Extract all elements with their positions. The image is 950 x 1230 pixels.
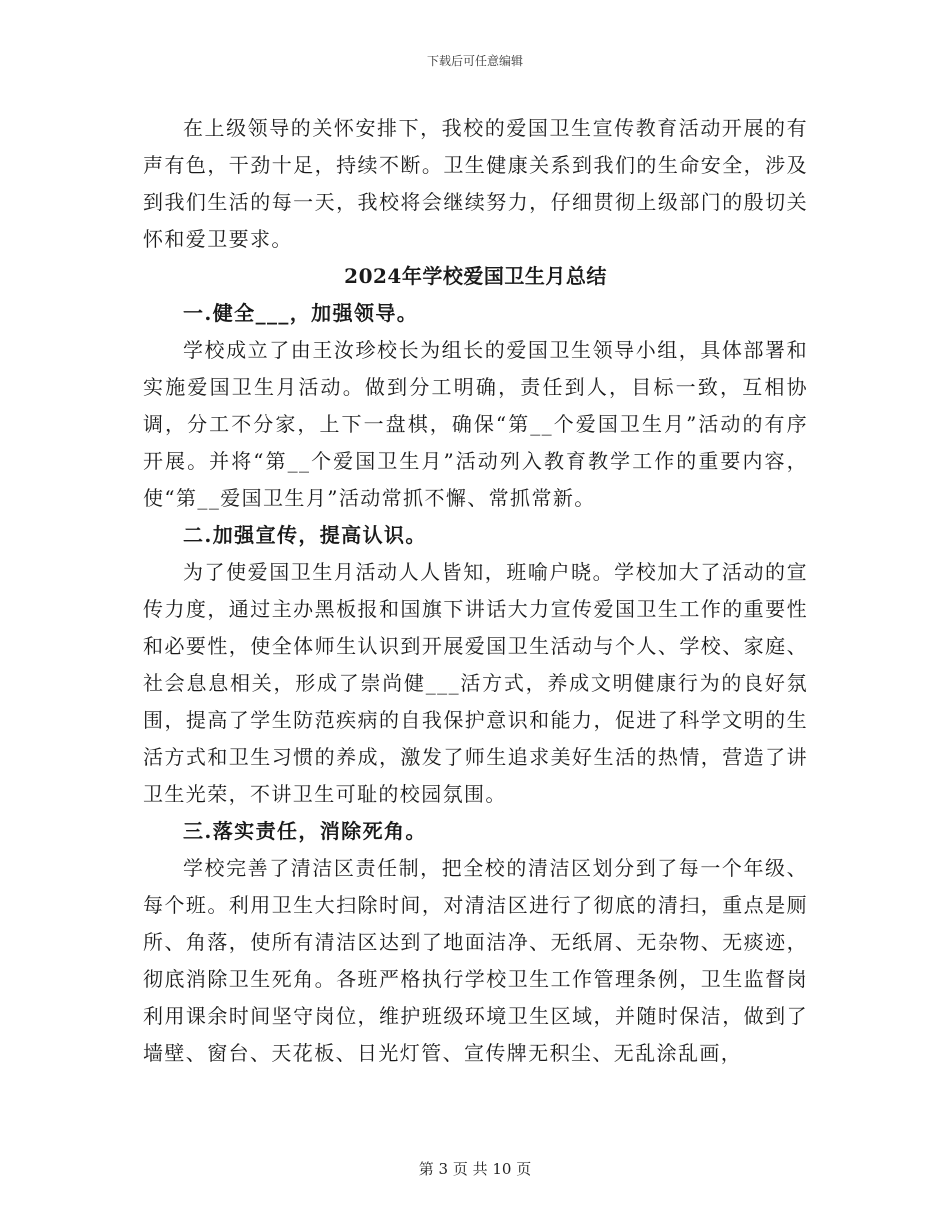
section-paragraph-1: 学校成立了由王汝珍校长为组长的爱国卫生领导小组，具体部署和实施爱国卫生月活动。做到分工明确，责任到人，目标一致，互相协调，分工不分家，上下一盘棋，确保“第__个爱国卫生月”活动的有序开展。并将“第__个爱国卫生月”活动列入教育教学工作的重要内容，使“第__爱国卫生月”活动常抓不懈、常抓常新。: [143, 338, 808, 510]
page-number: 第 3 页 共 10 页: [418, 1160, 532, 1178]
document-title: 2024年学校爱国卫生月总结: [344, 264, 607, 288]
document-body: [143, 110, 808, 1072]
section-heading-2: 二.加强宣传，提高认识。: [183, 523, 427, 547]
page-header: 下载后可任意编辑: [426, 54, 523, 68]
section-heading-1: 一.健全___，加强领导。: [183, 301, 419, 325]
section-paragraph-2: 为了使爱国卫生月活动人人皆知，班喻户晓。学校加大了活动的宣传力度，通过主办黑板报和国旗下讲话大力宣传爱国卫生工作的重要性和必要性，使全体师生认识到开展爱国卫生活动与个人、学校、家庭、社会息息相关，形成了崇尚健___活方式，养成文明健康行为的良好氛围，提高了学生防范疾病的自我保护意识和能力，促进了科学文明的生活方式和卫生习惯的养成，激发了师生追求美好生活的热情，营造了讲卫生光荣，不讲卫生可耻的校园氛围。: [143, 560, 808, 806]
intro-paragraph: 在上级领导的关怀安排下，我校的爱国卫生宣传教育活动开展的有声有色，干劲十足，持续不断。卫生健康关系到我们的生命安全，涉及到我们生活的每一天，我校将会继续努力，仔细贯彻上级部门的殷切关怀和爱卫要求。: [143, 116, 808, 251]
section-heading-3: 三.落实责任，消除死角。: [183, 819, 427, 843]
section-paragraph-3: 学校完善了清洁区责任制，把全校的清洁区划分到了每一个年级、每个班。利用卫生大扫除时间，对清洁区进行了彻底的清扫，重点是厕所、角落，使所有清洁区达到了地面洁净、无纸屑、无杂物、无痰迹，彻底消除卫生死角。各班严格执行学校卫生工作管理条例，卫生监督岗利用课余时间坚守岗位，维护班级环境卫生区域，并随时保洁，做到了墙壁、窗台、天花板、日光灯管、宣传牌无积尘、无乱涂乱画，: [143, 856, 808, 1065]
